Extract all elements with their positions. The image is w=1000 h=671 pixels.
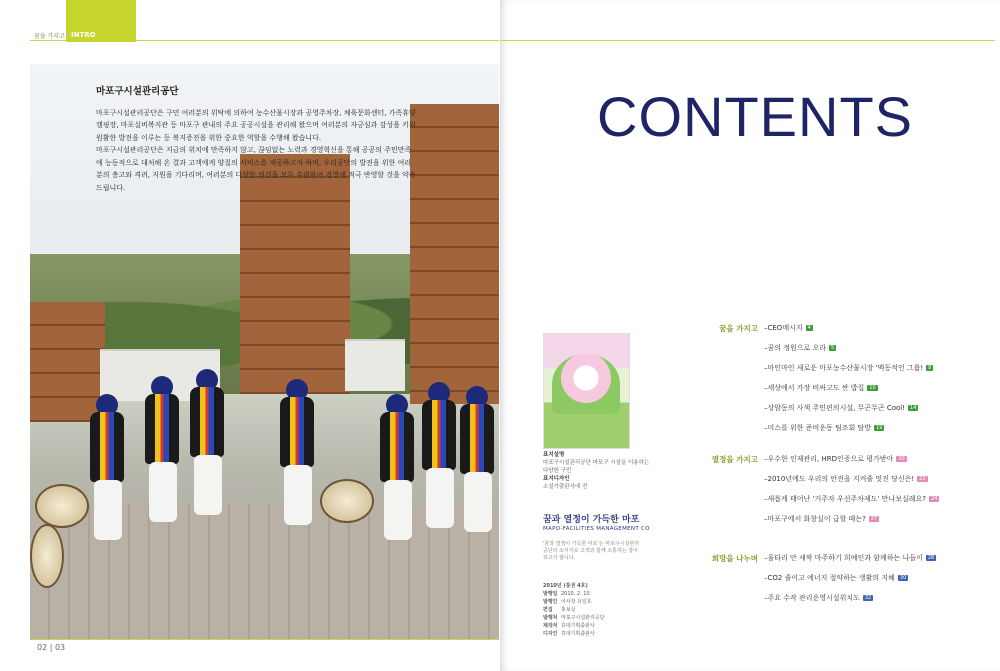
magazine-title: 꿈과 열정이 가득한 마포: [543, 515, 640, 525]
section-label: 희망을 나누며: [711, 554, 758, 563]
colophon: [543, 582, 604, 638]
page-numbers: 02 | 03: [37, 643, 66, 652]
page-badge: 8: [928, 365, 932, 371]
colophon-row: 편집 홍보실: [543, 607, 576, 613]
page-badge: 22: [919, 476, 926, 482]
top-rule: [500, 40, 995, 41]
intro-paragraph: 마포구시설관리공단은 지금의 위치에 만족하지 않고, 끊임없는 노력과 경영혁신을 통해 공공의 주민만족에 능동적으로 대처해 온 결과 고객에게 양질의 서비스를 제공하고자 하며, 우리공단의 발전을 위한 여러분의 충고와 격려, 지원을 기다리며, 여러분의 다양한 의견을 모두 수렴하여 경영에 적극 반영할 것을 약속드립니다.: [96, 146, 416, 192]
page-badge: 20: [898, 456, 905, 462]
colophon-row: 발행일 2010. 2. 10: [543, 591, 590, 597]
colophon-row: 발행인 이사장 유일호: [543, 599, 592, 605]
contents-item[interactable]: –마포구에서 화창실이 급할 때는? 27: [764, 515, 878, 523]
photo-sail-left: [30, 302, 105, 422]
page-badge: 10: [869, 385, 876, 391]
contents-item[interactable]: –주요 수작 관리운영시설위치도 32: [764, 594, 872, 602]
contents-item[interactable]: –2010년에도 우리의 안전을 지켜줄 멋진 당신은! 22: [764, 475, 926, 483]
contents-item[interactable]: –새롭게 태어난 '거주자 우선주차제도' 만나보실래요? 24: [764, 495, 938, 503]
photo-drum: [35, 484, 89, 528]
design-text: 소설가출판사에 전: [543, 484, 588, 490]
contents-item[interactable]: –CO2 줄이고 에너지 절약하는 생활의 지혜 30: [764, 574, 907, 582]
page-badge: 32: [864, 595, 872, 601]
page-badge: 30: [899, 575, 907, 581]
contents-item[interactable]: –꿈의 정원으로 오라 5: [764, 344, 835, 352]
intro-paragraph: 마포구시설관리공단은 구민 여러분의 위탁에 의하여 농수산물시장과 공영주차장, 체육문화센터, 가족휴양캠핑장, 마포실버복지관 등 마포구 관내의 주요 공공시설을 관리해 왔으며 여러분의 자긍심과 감성을 키워 원활한 발전을 이루는 등 복지증진을 위한 중요한 역할을 수행해 왔습니다.: [96, 108, 416, 142]
section-label: 꿈을 가지고: [719, 324, 758, 333]
magazine-description: '꿈과 열정이 가득한 마포'는 마포구시설관리공단의 소식지로 고객과 함께 소통하는 창이 되고자 합니다.: [543, 541, 640, 561]
bottom-rule: [30, 639, 499, 640]
photo-drum: [30, 524, 64, 588]
page-badge: 5: [831, 345, 835, 351]
contents-item[interactable]: –세상에서 가장 비싸고도 싼 밥집 10: [764, 384, 876, 392]
page-badge: 19: [876, 425, 883, 431]
section-label: 열정을 가지고: [711, 455, 758, 464]
photo-sail-right: [410, 104, 499, 404]
section-tab-label: 꿈을 가지고: [34, 33, 65, 40]
contents-item[interactable]: –미스를 위한 준비운동 팀조회 탐방 19: [764, 424, 883, 432]
contents-item[interactable]: –울타리 안 새싹 마주하기 희예인과 함께하는 나들이 28: [764, 554, 935, 562]
contents-item[interactable]: –상암동의 사색 주민편의시설, 무곤무곤 Cool! 14: [764, 404, 917, 412]
design-label: 표지디자인: [543, 476, 570, 482]
section-items: [764, 553, 964, 613]
intro-text-block: [96, 86, 416, 194]
page-badge: 27: [870, 516, 878, 522]
page-badge: 14: [910, 405, 917, 411]
intro-tab-label: INTRO: [71, 31, 96, 39]
section-items: [764, 454, 964, 534]
contents-item[interactable]: –우수한 인재관리, HRD인증으로 평가받아 20: [764, 455, 905, 463]
colophon-row: 발행처 마포구시설관리공단: [543, 615, 605, 621]
section-items: [764, 323, 964, 443]
contents-item[interactable]: –CEO메시지 4: [764, 324, 811, 332]
cover-info: [543, 451, 653, 491]
photo-drum: [320, 479, 374, 523]
cover-label: 표지설명: [543, 452, 565, 458]
cover-illustration: [552, 354, 620, 414]
colophon-row: 제작처 휴대기획출판사: [543, 623, 595, 629]
intro-title: 마포구시설관리공단: [96, 86, 179, 97]
contents-heading: CONTENTS: [597, 85, 913, 148]
left-page: [0, 0, 499, 671]
photo-tent: [345, 339, 405, 391]
page-badge: 28: [927, 555, 935, 561]
issue-number: 2010년 (통권 4호): [543, 583, 588, 589]
cover-text: 마포구시설관리공단 마포구 시설을 이용하는 다양한 구민: [543, 460, 650, 474]
colophon-row: 디자인 휴대기획출판사: [543, 631, 595, 637]
magazine-cover-thumbnail: [543, 333, 630, 449]
page-badge: 4: [807, 325, 811, 331]
page-badge: 24: [930, 496, 938, 502]
magazine-subtitle: MAPO-FACILITIES MANAGEMENT CO: [543, 526, 650, 532]
contents-item[interactable]: –마인마인 새로운 마포농수산물시장 '맥동적인 그룹! 8: [764, 364, 932, 372]
